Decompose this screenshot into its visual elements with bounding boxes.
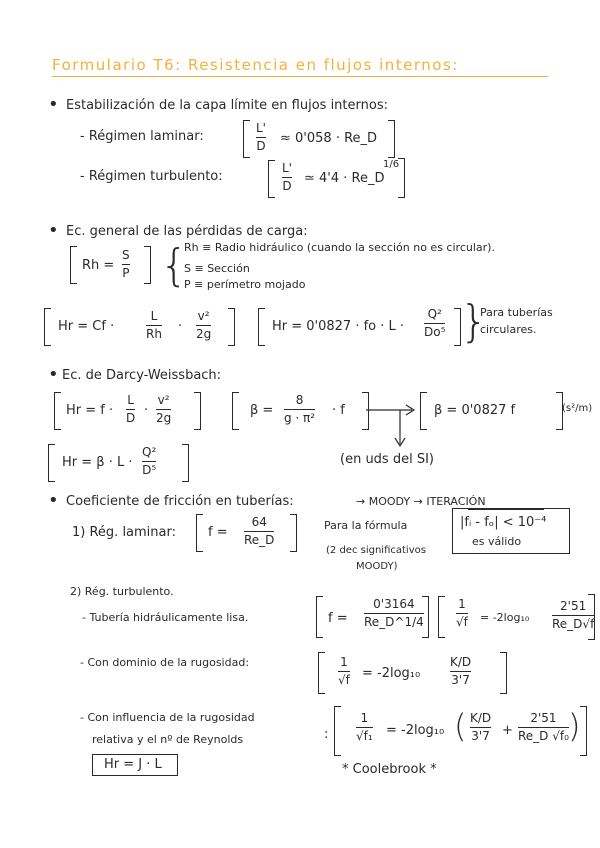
beta-rhs: · f [332,403,345,418]
hr-lhs: Hr = Cf · [58,319,115,334]
numerator: K/D [450,655,472,669]
turbulent-label: - Régimen turbulento: [80,169,223,184]
def-s: S ≡ Sección [184,262,250,275]
denominator: P [122,266,130,281]
turbulent-exponent: 1/6 [383,159,400,170]
beta-value: β = 0'0827 f [434,403,516,418]
numerator: L' [282,161,292,175]
beta-units: (s²/m) [562,403,593,414]
numerator: K/D [470,711,492,725]
numerator: 1 [360,711,369,725]
denominator: Re_D √f₀ [518,729,569,744]
inf-label-2: relativa y el nº de Reynolds [92,733,244,746]
numerator: 2'51 [530,711,557,725]
denominator: D⁵ [142,463,157,478]
dot: · [178,319,183,334]
colebrook-label: * Coolebrook * [342,762,437,777]
iteration-condition: |fᵢ - fₒ| < 10⁻⁴ [460,515,547,530]
laminar-label: - Régimen laminar: [80,129,204,144]
colon: : [324,727,329,742]
numerator: 1 [458,597,466,611]
denominator: Re_D√f [552,617,595,632]
numerator: 2'51 [560,599,587,613]
denominator: Re_D [244,533,275,548]
lisa2-rhs: = -2log₁₀ [480,611,530,624]
note-circular-2: circulares. [480,323,537,336]
numerator: 8 [295,393,304,407]
dot: · [144,403,149,418]
rh-lhs: Rh = [82,258,115,273]
sig-figures-2: MOODY) [356,561,398,572]
bullet: • [48,490,59,511]
sec3-heading: Ec. de Darcy-Weissbach: [62,368,222,383]
denominator: Re_D^1/4 [364,615,424,630]
denominator: D [256,139,266,154]
beta-lhs: β = [250,403,274,418]
para-formula: Para la fórmula [324,519,408,532]
numerator: Q² [142,445,157,459]
dw-lhs: Hr = f · [66,403,114,418]
moody-iteration: → MOODY → ITERACIÓN [356,495,486,508]
def-rh: Rh ≡ Radio hidráulico (cuando la sección no es circular). [184,241,495,254]
hr2-lhs: Hr = 0'0827 · fo · L · [272,319,405,334]
turb-label: 2) Rég. turbulento. [70,585,174,598]
lisa-label: - Tubería hidráulicamente lisa. [82,611,249,624]
numerator: Q² [427,307,442,321]
rug-label: - Con dominio de la rugosidad: [80,656,250,669]
note-circular-1: Para tuberías [480,306,553,319]
denominator: D [126,411,136,426]
inf-rhs: = -2log₁₀ [386,723,445,738]
lam-label: 1) Rég. laminar: [72,525,176,540]
inf-label-1: - Con influencia de la rugosidad [80,711,255,724]
denominator: 3'7 [451,673,470,688]
laminar-rhs: ≈ 0'058 · Re_D [280,131,378,146]
numerator: L [127,393,134,407]
denominator: 2g [156,411,172,426]
sec1-heading: Estabilización de la capa límite en flujos internos: [66,98,388,113]
numerator: v² [157,393,170,407]
denominator: Do⁵ [424,325,446,340]
bullet: • [48,94,59,115]
si-note: (en uds del SI) [340,452,434,467]
curly-brace: } [460,296,488,347]
rug-rhs: = -2log₁₀ [362,666,421,681]
hr-beta-lhs: Hr = β · L · [62,455,133,470]
denominator: Rh [146,327,162,342]
denominator: √f [456,615,468,630]
curly-brace: { [160,240,188,291]
lam-lhs: f = [208,525,228,540]
numerator: S [122,248,130,262]
page-title: Formulario T6: Resistencia en flujos internos: [52,56,459,74]
bullet: • [48,364,59,385]
denominator: g · π² [284,411,316,426]
denominator: D [282,179,292,194]
numerator: L' [256,121,266,135]
numerator: v² [197,309,210,323]
numerator: 0'3164 [373,597,415,611]
sec4-heading: Coeficiente de fricción en tuberías: [66,494,294,509]
sig-figures-1: (2 dec significativos [326,545,426,556]
denominator: √f [338,673,350,688]
turbulent-rhs: ≃ 4'4 · Re_D [304,171,385,186]
numerator: 1 [340,655,348,669]
numerator: L [150,309,158,323]
sec2-heading: Ec. general de las pérdidas de carga: [66,224,308,239]
def-p: P ≡ perímetro mojado [184,278,306,291]
bullet: • [48,220,59,241]
numerator: 64 [251,515,267,529]
denominator: √f₁ [356,729,373,744]
iteration-valid: es válido [472,535,522,548]
lisa-lhs: f = [328,611,348,626]
plus: + [502,723,513,738]
denominator: 3'7 [471,729,490,744]
hr-jl: Hr = J · L [104,757,162,772]
paren-open: ( [454,707,467,745]
paren-close: ) [568,707,581,745]
denominator: 2g [196,327,212,342]
